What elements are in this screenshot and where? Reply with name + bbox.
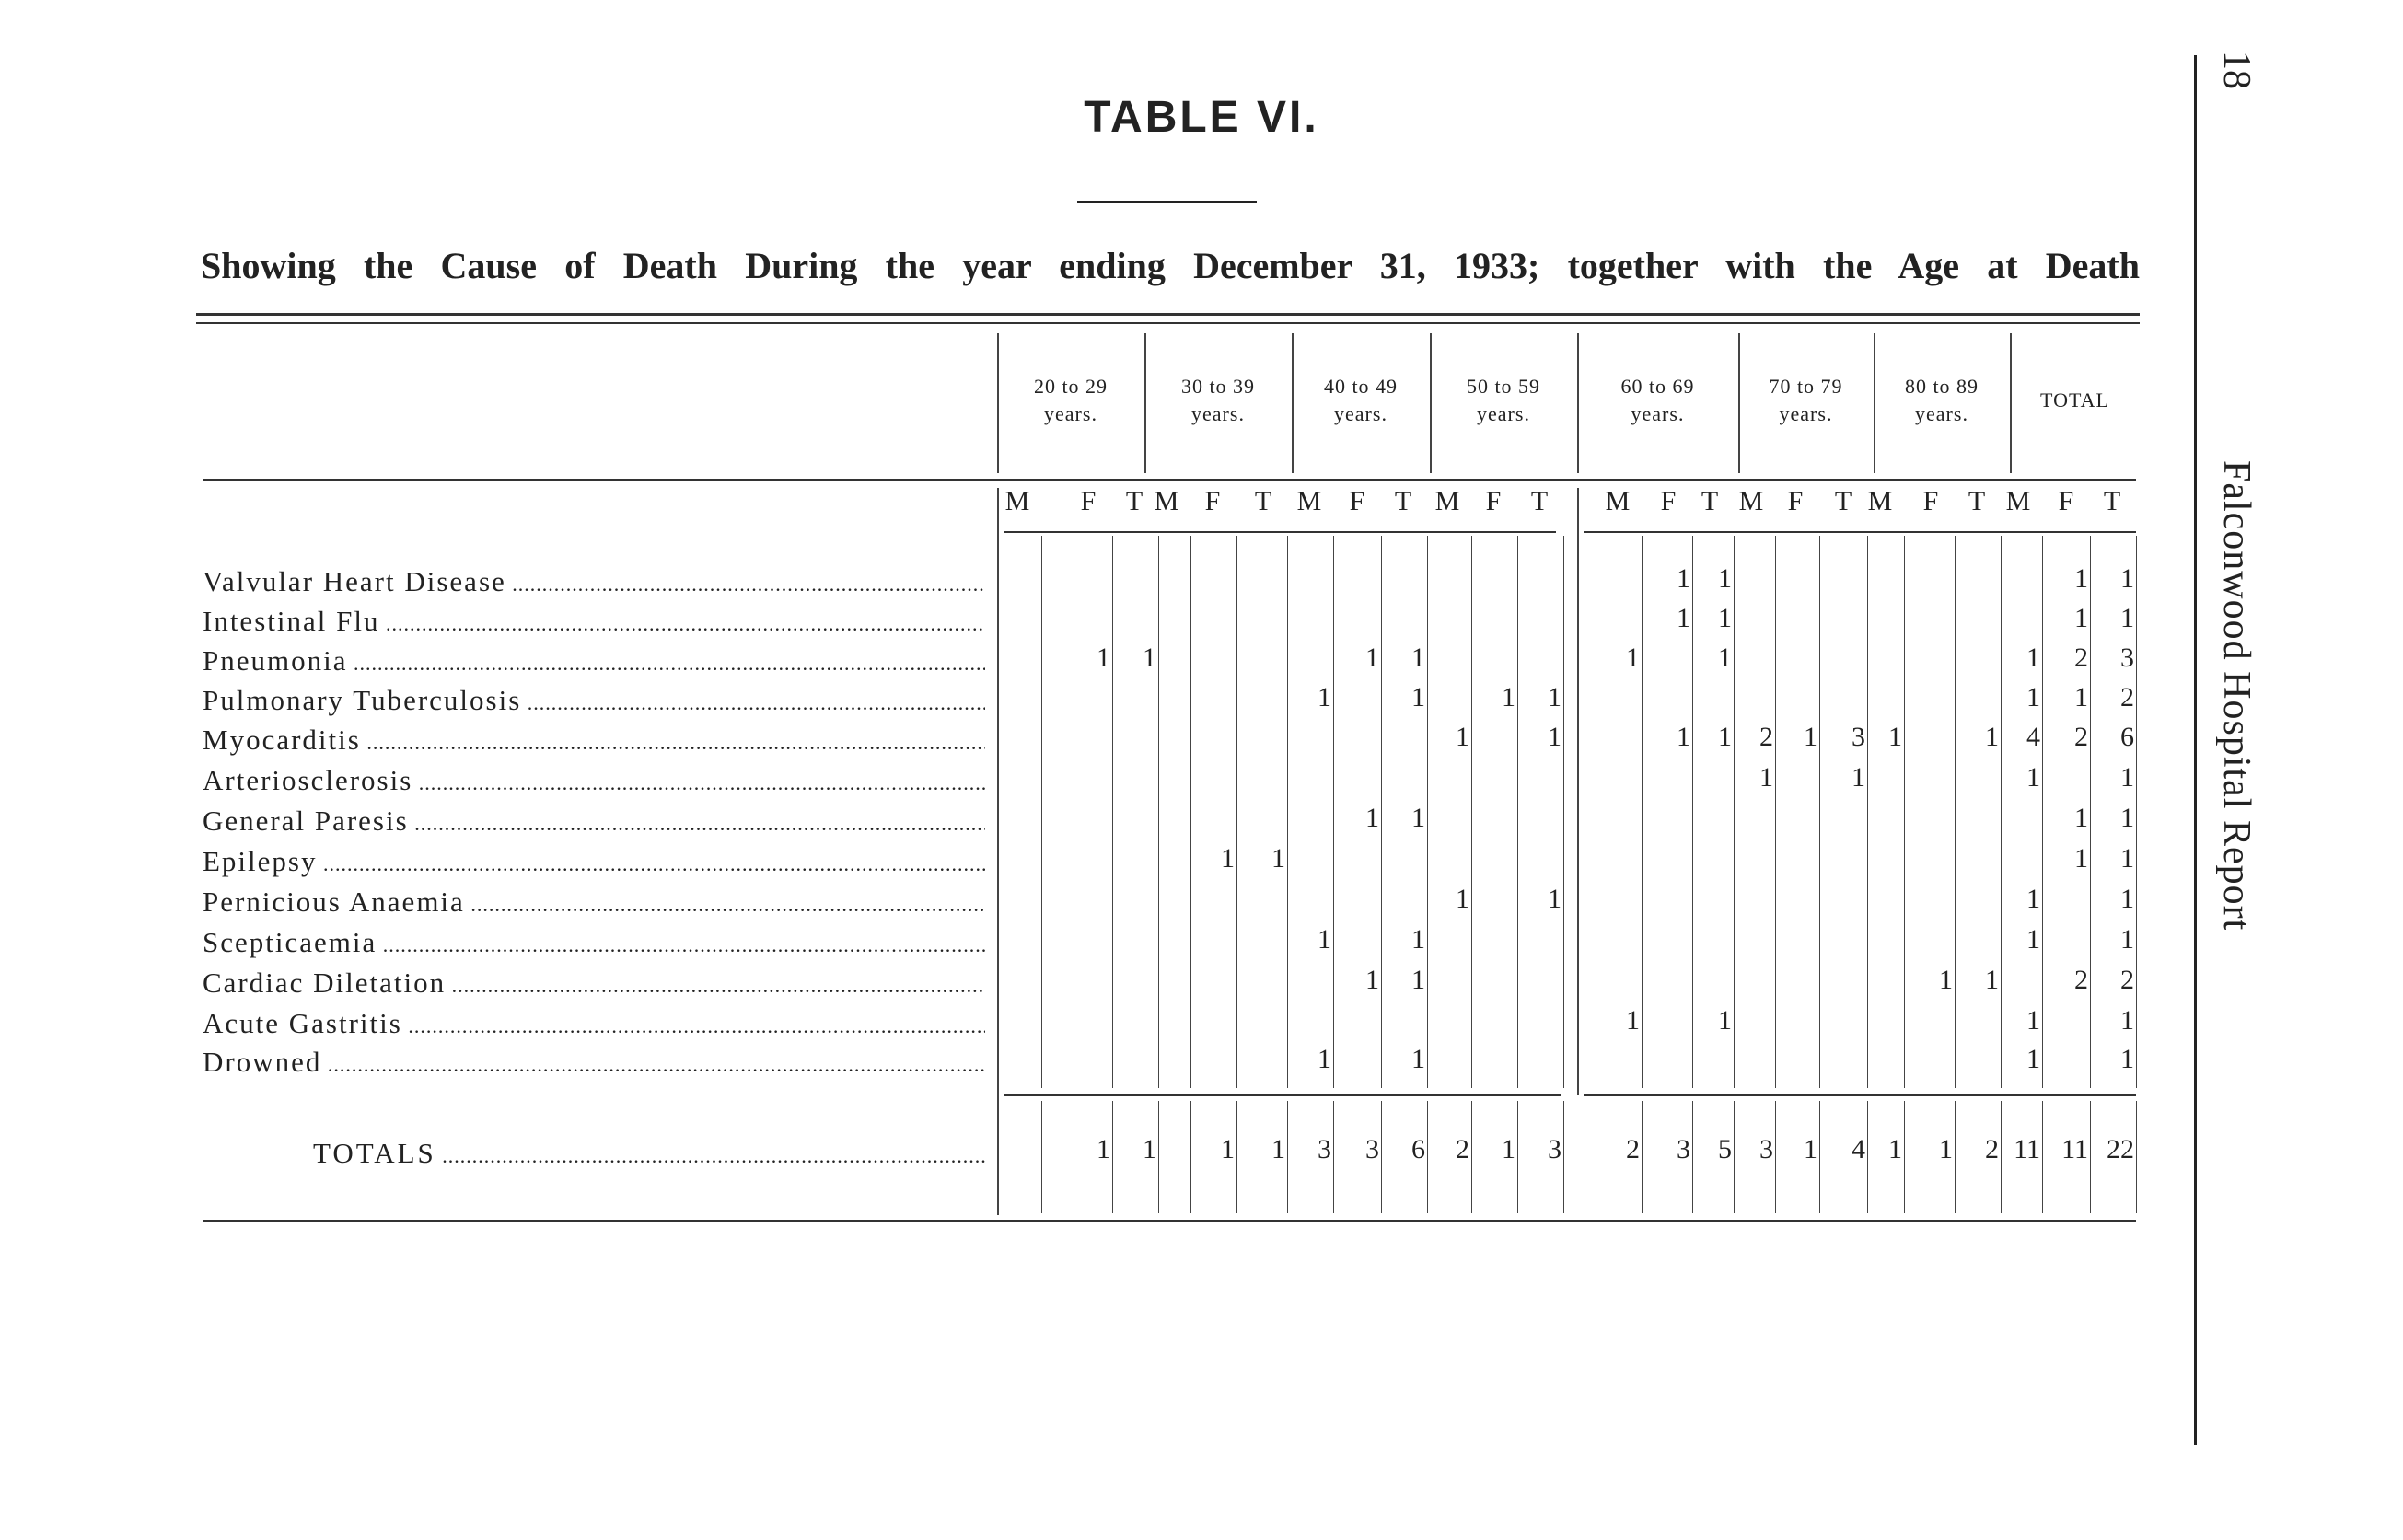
totals-cell: 11 — [2061, 1134, 2088, 1164]
subheader-rule-left — [1004, 531, 1556, 533]
age-group-header — [1577, 373, 1738, 456]
table-cell: 1 — [1271, 843, 1285, 874]
age-group-header — [1738, 373, 1874, 456]
table-cell: 1 — [1456, 884, 1469, 914]
age-group-unit: years. — [1631, 402, 1685, 425]
cause-text: Cardiac Diletation — [203, 967, 447, 999]
cause-text: General Paresis — [203, 805, 409, 837]
table-cell: 1 — [2120, 1005, 2134, 1036]
sex-subheader: F — [1660, 486, 1677, 516]
totals-label: TOTALS ..... — [313, 1137, 985, 1170]
table-cell: 1 — [1318, 1044, 1331, 1074]
totals-cell: 5 — [1718, 1134, 1732, 1164]
table-cell: 2 — [1759, 722, 1773, 752]
totals-divider — [1158, 1101, 1159, 1213]
table-cell: 1 — [2074, 563, 2088, 594]
totals-cell: 3 — [1548, 1134, 1561, 1164]
table-cell: 1 — [2026, 762, 2040, 793]
cause-label — [203, 565, 985, 598]
age-group-unit: years. — [1334, 402, 1387, 425]
totals-divider — [1333, 1101, 1334, 1213]
table-cell: 1 — [2026, 884, 2040, 914]
totals-cell: 3 — [1318, 1134, 1331, 1164]
sex-subheader: T — [1254, 486, 1272, 516]
totals-divider — [2090, 1101, 2091, 1213]
running-header: Falconwood Hospital Report — [2215, 460, 2258, 932]
table-cell: 1 — [1318, 924, 1331, 955]
sex-subheader: F — [1204, 486, 1221, 516]
column-divider — [1642, 536, 1643, 1088]
table-cell: 1 — [1318, 682, 1331, 712]
table-cell: 1 — [1759, 762, 1773, 793]
column-divider — [1236, 536, 1237, 1088]
table-cell: 1 — [1365, 643, 1379, 673]
cause-text: Epilepsy — [203, 845, 318, 877]
table-cell: 1 — [1411, 924, 1425, 955]
totals-divider — [1471, 1101, 1472, 1213]
sex-subheader: T — [1968, 486, 1986, 516]
top-double-rule-1 — [196, 313, 2140, 316]
table-cell: 1 — [2026, 1005, 2040, 1036]
cause-text: Drowned — [203, 1046, 322, 1078]
cause-text: Scepticaemia — [203, 926, 377, 958]
column-divider — [1041, 536, 1042, 1088]
cause-label — [203, 724, 985, 757]
totals-cell: 1 — [1097, 1134, 1110, 1164]
table-cell: 1 — [2120, 762, 2134, 793]
sex-subheader: M — [1154, 486, 1179, 516]
sex-subheader: M — [1434, 486, 1460, 516]
table-cell: 1 — [2074, 682, 2088, 712]
column-divider — [1471, 536, 1472, 1088]
column-divider — [2090, 536, 2091, 1088]
table-cell: 1 — [2120, 884, 2134, 914]
cause-text: Intestinal Flu — [203, 605, 380, 637]
column-divider — [1112, 536, 1113, 1088]
cause-text: Valvular Heart Disease — [203, 565, 506, 597]
sex-subheader: T — [2103, 486, 2121, 516]
age-group-header — [1430, 373, 1577, 456]
age-group-range: 40 to 49 — [1323, 375, 1399, 398]
margin-rule — [2194, 55, 2197, 1445]
table-cell: 1 — [1626, 1005, 1640, 1036]
age-group-header — [2010, 373, 2140, 469]
table-cell: 1 — [1411, 803, 1425, 833]
totals-rule-right — [1584, 1094, 2136, 1096]
table-cell: 1 — [1548, 682, 1561, 712]
header-bottom-rule — [203, 479, 2136, 481]
table-cell: 1 — [1939, 965, 1953, 995]
table-cell: 2 — [2120, 965, 2134, 995]
table-cell: 1 — [1411, 682, 1425, 712]
table-cell: 1 — [1365, 965, 1379, 995]
column-divider — [1381, 536, 1382, 1088]
totals-cell: 2 — [1985, 1134, 1999, 1164]
sex-subheader: T — [1701, 486, 1719, 516]
age-group-header — [1874, 373, 2010, 456]
table-cell: 1 — [2120, 803, 2134, 833]
table-cell: 1 — [2074, 803, 2088, 833]
cause-label — [203, 1007, 985, 1040]
table-cell: 1 — [1852, 762, 1865, 793]
column-divider — [1867, 536, 1868, 1088]
table-cell: 1 — [2120, 924, 2134, 955]
cause-label — [203, 926, 985, 959]
column-divider — [1333, 536, 1334, 1088]
table-cell: 1 — [1502, 682, 1515, 712]
bottom-rule — [203, 1220, 2136, 1222]
totals-cell: 1 — [1888, 1134, 1902, 1164]
totals-divider — [1427, 1101, 1428, 1213]
column-divider — [1517, 536, 1518, 1088]
table-cell: 1 — [2026, 924, 2040, 955]
age-group-unit: years. — [1191, 402, 1245, 425]
table-cell: 1 — [1677, 603, 1690, 633]
totals-cell: 4 — [1852, 1134, 1865, 1164]
table-cell: 1 — [1985, 722, 1999, 752]
table-cell: 1 — [2120, 1044, 2134, 1074]
totals-divider — [2136, 1101, 2137, 1213]
cause-label — [203, 1046, 985, 1079]
totals-divider — [1190, 1101, 1191, 1213]
table-cell: 3 — [1852, 722, 1865, 752]
sex-subheader: T — [1530, 486, 1549, 516]
sex-subheader: M — [1605, 486, 1631, 516]
table-cell: 1 — [1143, 643, 1156, 673]
column-divider — [1158, 536, 1159, 1088]
cause-text: Pernicious Anaemia — [203, 886, 465, 918]
table-cell: 1 — [1626, 643, 1640, 673]
totals-cell: 2 — [1456, 1134, 1469, 1164]
age-group-unit: years. — [1477, 402, 1530, 425]
cause-label — [203, 967, 985, 1000]
table-cell: 1 — [1677, 722, 1690, 752]
subheader-rule-right — [1584, 531, 2136, 533]
table-cell: 1 — [1718, 643, 1732, 673]
sex-subheader: M — [1738, 486, 1764, 516]
table-cell: 2 — [2120, 682, 2134, 712]
age-group-unit: years. — [1915, 402, 1968, 425]
sex-subheader: T — [1834, 486, 1852, 516]
table-cell: 6 — [2120, 722, 2134, 752]
sex-subheader: F — [1485, 486, 1502, 516]
sex-subheader: F — [1080, 486, 1097, 516]
totals-cell: 3 — [1365, 1134, 1379, 1164]
table-cell: 1 — [2026, 1044, 2040, 1074]
totals-cell: 1 — [1939, 1134, 1953, 1164]
totals-rule-left — [1004, 1094, 1561, 1096]
totals-cell: 2 — [1626, 1134, 1640, 1164]
column-divider — [1563, 536, 1564, 1088]
age-group-header — [1144, 373, 1292, 456]
totals-cell: 1 — [1143, 1134, 1156, 1164]
totals-cell: 1 — [1271, 1134, 1285, 1164]
age-group-range: 20 to 29 — [1033, 375, 1109, 398]
table-cell: 3 — [2120, 643, 2134, 673]
totals-divider — [1642, 1101, 1643, 1213]
column-divider — [1904, 536, 1905, 1088]
table-cell: 1 — [1677, 563, 1690, 594]
column-divider — [2136, 536, 2137, 1088]
table-cell: 1 — [1718, 1005, 1732, 1036]
totals-divider — [1112, 1101, 1113, 1213]
label-divider — [997, 488, 999, 1215]
table-cell: 2 — [2074, 643, 2088, 673]
top-double-rule-2 — [196, 322, 2140, 324]
cause-label — [203, 684, 985, 717]
totals-divider — [1236, 1101, 1237, 1213]
totals-cell: 1 — [1804, 1134, 1817, 1164]
table-cell: 1 — [2026, 643, 2040, 673]
table-cell: 1 — [2026, 682, 2040, 712]
table-cell: 1 — [1804, 722, 1817, 752]
age-group-range: TOTAL — [2040, 388, 2109, 411]
cause-label — [203, 805, 985, 838]
table-cell: 1 — [2074, 603, 2088, 633]
table-cell: 1 — [1718, 563, 1732, 594]
column-divider — [1775, 536, 1776, 1088]
age-group-range: 70 to 79 — [1769, 375, 1843, 398]
column-divider — [2042, 536, 2043, 1088]
sex-subheader: F — [1787, 486, 1804, 516]
totals-cell: 3 — [1759, 1134, 1773, 1164]
cause-label — [203, 845, 985, 878]
sex-subheader: F — [2058, 486, 2074, 516]
table-title: TABLE VI. — [1084, 93, 1319, 142]
table-cell: 1 — [1548, 884, 1561, 914]
table-cell: 4 — [2026, 722, 2040, 752]
table-cell: 1 — [1718, 722, 1732, 752]
table-cell: 1 — [1221, 843, 1235, 874]
table-cell: 1 — [1097, 643, 1110, 673]
cause-label — [203, 644, 985, 677]
totals-divider — [1904, 1101, 1905, 1213]
sex-subheader: M — [1004, 486, 1030, 516]
table-cell: 1 — [1888, 722, 1902, 752]
totals-divider — [2042, 1101, 2043, 1213]
table-subtitle: Showing the Cause of Death During the year ending December 31, 1933; together with the Age at Death — [201, 245, 2140, 286]
table-cell: 1 — [1985, 965, 1999, 995]
title-underline — [1077, 201, 1257, 203]
age-group-range: 50 to 59 — [1466, 375, 1541, 398]
totals-cell: 22 — [2107, 1134, 2134, 1164]
table-cell: 2 — [2074, 722, 2088, 752]
totals-divider — [1287, 1101, 1288, 1213]
sex-subheader: F — [1349, 486, 1365, 516]
column-divider — [1287, 536, 1288, 1088]
age-group-range: 30 to 39 — [1180, 375, 1256, 398]
cause-label — [203, 605, 985, 638]
sex-subheader: M — [2005, 486, 2031, 516]
center-divider — [1577, 488, 1579, 1095]
totals-divider — [1517, 1101, 1518, 1213]
table-cell: 1 — [2120, 603, 2134, 633]
page-number: 18 — [2215, 51, 2258, 89]
totals-cell: 1 — [1502, 1134, 1515, 1164]
table-cell: 1 — [1411, 1044, 1425, 1074]
cause-text: Pulmonary Tuberculosis — [203, 684, 522, 716]
totals-cell: 11 — [2014, 1134, 2040, 1164]
table-cell: 1 — [1411, 965, 1425, 995]
totals-cell: 1 — [1221, 1134, 1235, 1164]
cause-text: Acute Gastritis — [203, 1007, 402, 1039]
cause-label — [203, 886, 985, 919]
totals-divider — [1819, 1101, 1820, 1213]
table-cell: 1 — [1456, 722, 1469, 752]
totals-cell: 3 — [1677, 1134, 1690, 1164]
table-cell: 1 — [1548, 722, 1561, 752]
table-cell: 1 — [2120, 563, 2134, 594]
totals-cell: 6 — [1411, 1134, 1425, 1164]
totals-divider — [1955, 1101, 1956, 1213]
totals-divider — [1775, 1101, 1776, 1213]
sex-subheader: T — [1394, 486, 1412, 516]
table-cell: 1 — [2120, 843, 2134, 874]
sex-subheader: F — [1922, 486, 1939, 516]
age-group-header — [1292, 373, 1430, 456]
sex-subheader: T — [1125, 486, 1143, 516]
age-group-unit: years. — [1044, 402, 1097, 425]
cause-text: Pneumonia — [203, 644, 348, 677]
column-divider — [1955, 536, 1956, 1088]
cause-text: Arteriosclerosis — [203, 764, 413, 796]
cause-text: Myocarditis — [203, 724, 361, 756]
totals-divider — [1563, 1101, 1564, 1213]
table-cell: 1 — [1365, 803, 1379, 833]
age-group-range: 80 to 89 — [1904, 375, 1979, 398]
column-divider — [1819, 536, 1820, 1088]
table-cell: 1 — [2074, 843, 2088, 874]
age-group-unit: years. — [1779, 402, 1833, 425]
totals-divider — [1041, 1101, 1042, 1213]
cause-label — [203, 764, 985, 797]
sex-subheader: M — [1296, 486, 1322, 516]
table-cell: 2 — [2074, 965, 2088, 995]
age-group-range: 60 to 69 — [1620, 375, 1695, 398]
column-divider — [1427, 536, 1428, 1088]
totals-divider — [1381, 1101, 1382, 1213]
age-group-header — [997, 373, 1144, 456]
table-cell: 1 — [1718, 603, 1732, 633]
column-divider — [1734, 536, 1735, 1088]
sex-subheader: M — [1867, 486, 1893, 516]
table-cell: 1 — [1411, 643, 1425, 673]
column-divider — [1190, 536, 1191, 1088]
